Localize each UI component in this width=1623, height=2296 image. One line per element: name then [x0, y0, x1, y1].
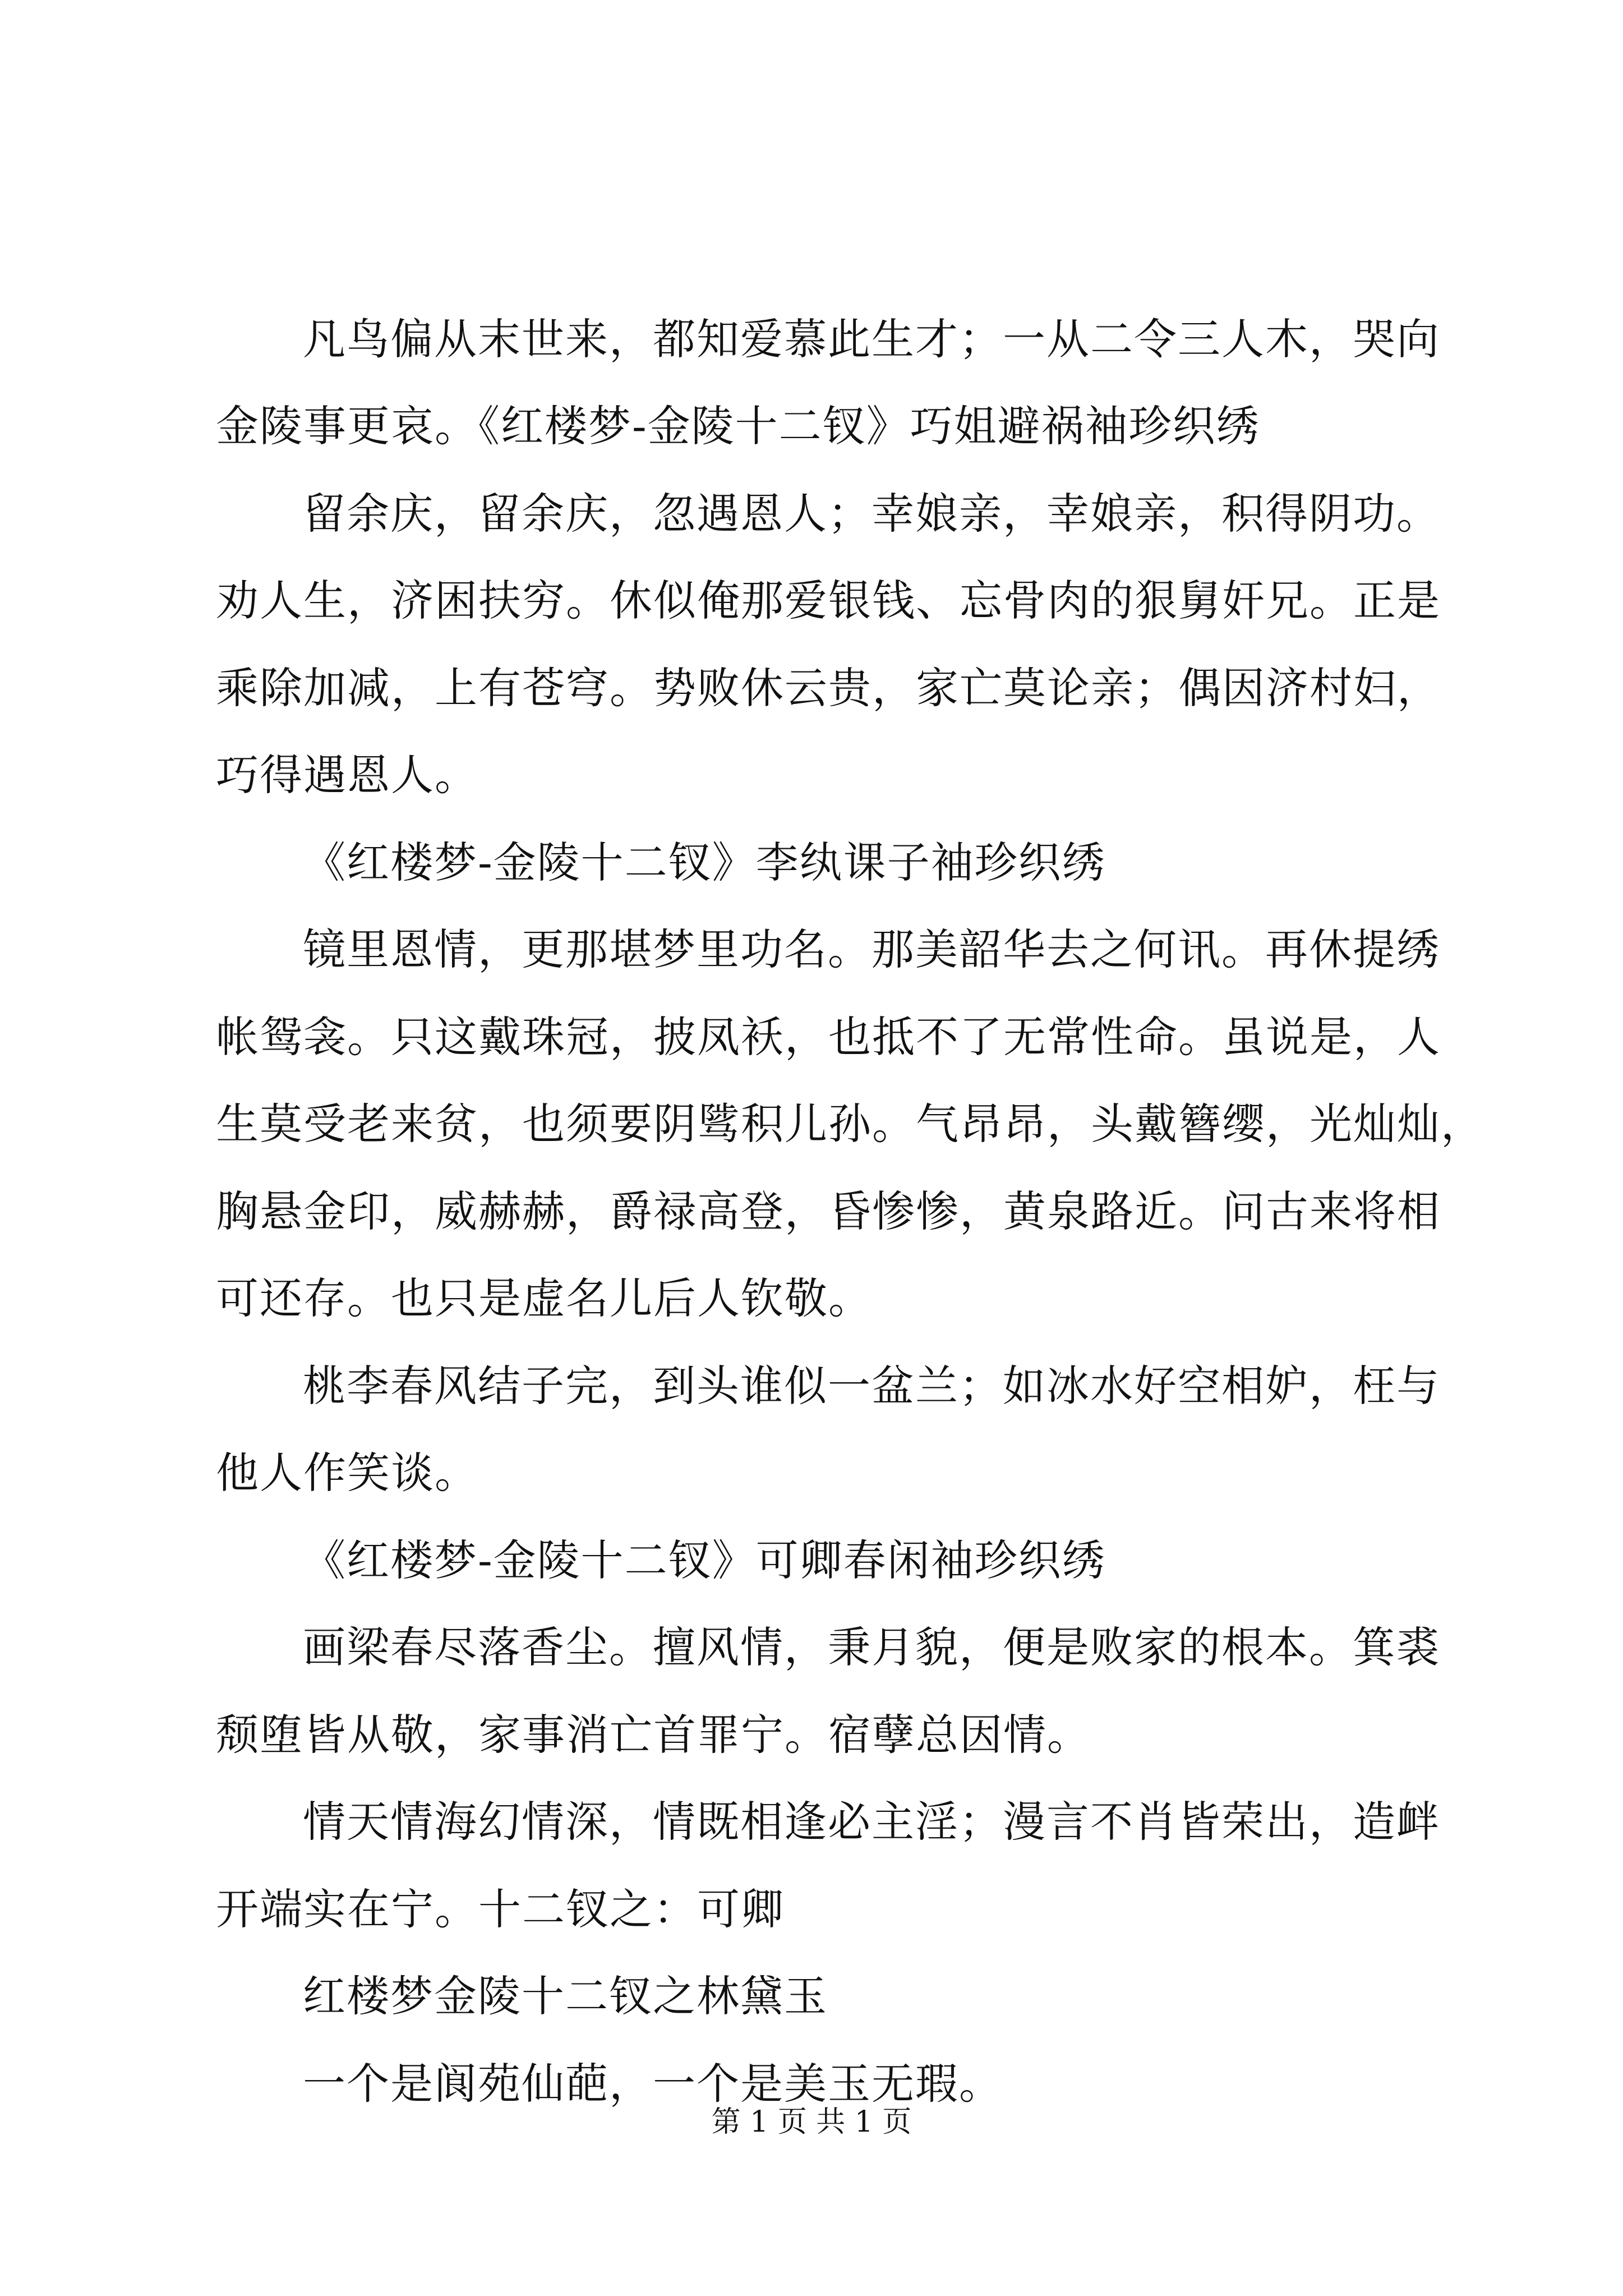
section-heading: 《红楼梦-金陵十二钗》可卿春闲袖珍织绣	[303, 1535, 1106, 1585]
text-line: 生莫受老来贫，也须要阴骘积儿孙。气昂昂，头戴簪缨，光灿灿，	[216, 1099, 1484, 1149]
text-line: 一个是阆苑仙葩，一个是美玉无瑕。	[303, 2059, 1003, 2109]
text-line: 胸悬金印，威赫赫，爵禄高登，昏惨惨，黄泉路近。问古来将相	[216, 1186, 1441, 1236]
text-line: 留余庆，留余庆，忽遇恩人；幸娘亲，幸娘亲，积得阴功。	[303, 489, 1440, 539]
text-line: 劝人生，济困扶穷。休似俺那爱银钱、忘骨肉的狠舅奸兄。正是	[216, 576, 1441, 625]
text-line: 巧得遇恩人。	[216, 750, 478, 800]
text-line: 可还存。也只是虚名儿后人钦敬。	[216, 1273, 872, 1323]
text-line: 情天情海幻情深，情既相逢必主淫；漫言不肖皆荣出，造衅	[303, 1797, 1440, 1847]
text-line: 金陵事更哀。《红楼梦-金陵十二钗》巧姐避祸袖珍织绣	[216, 401, 1260, 451]
text-line: 帐鸳衾。只这戴珠冠，披凤袄，也抵不了无常性命。虽说是，人	[216, 1012, 1441, 1062]
text-line: 乘除加减，上有苍穹。势败休云贵，家亡莫论亲；偶因济村妇，	[216, 663, 1441, 713]
text-line: 他人作笑谈。	[216, 1448, 478, 1498]
text-line: 颓堕皆从敬，家事消亡首罪宁。宿孽总因情。	[216, 1710, 1091, 1760]
section-heading: 《红楼梦-金陵十二钗》李纨课子袖珍织绣	[303, 838, 1106, 887]
section-heading: 红楼梦金陵十二钗之林黛玉	[303, 1971, 828, 2021]
page-footer: 第 1 页 共 1 页	[711, 2105, 912, 2139]
text-line: 开端实在宁。十二钗之：可卿	[216, 1884, 785, 1934]
text-line: 桃李春风结子完，到头谁似一盆兰；如冰水好空相妒，枉与	[303, 1361, 1440, 1411]
text-line: 镜里恩情，更那堪梦里功名。那美韶华去之何讯。再休提绣	[303, 924, 1440, 974]
text-line: 凡鸟偏从末世来，都知爱慕此生才；一从二令三人木，哭向	[303, 314, 1440, 364]
text-line: 画梁春尽落香尘。擅风情，秉月貌，便是败家的根本。箕裘	[303, 1622, 1440, 1672]
